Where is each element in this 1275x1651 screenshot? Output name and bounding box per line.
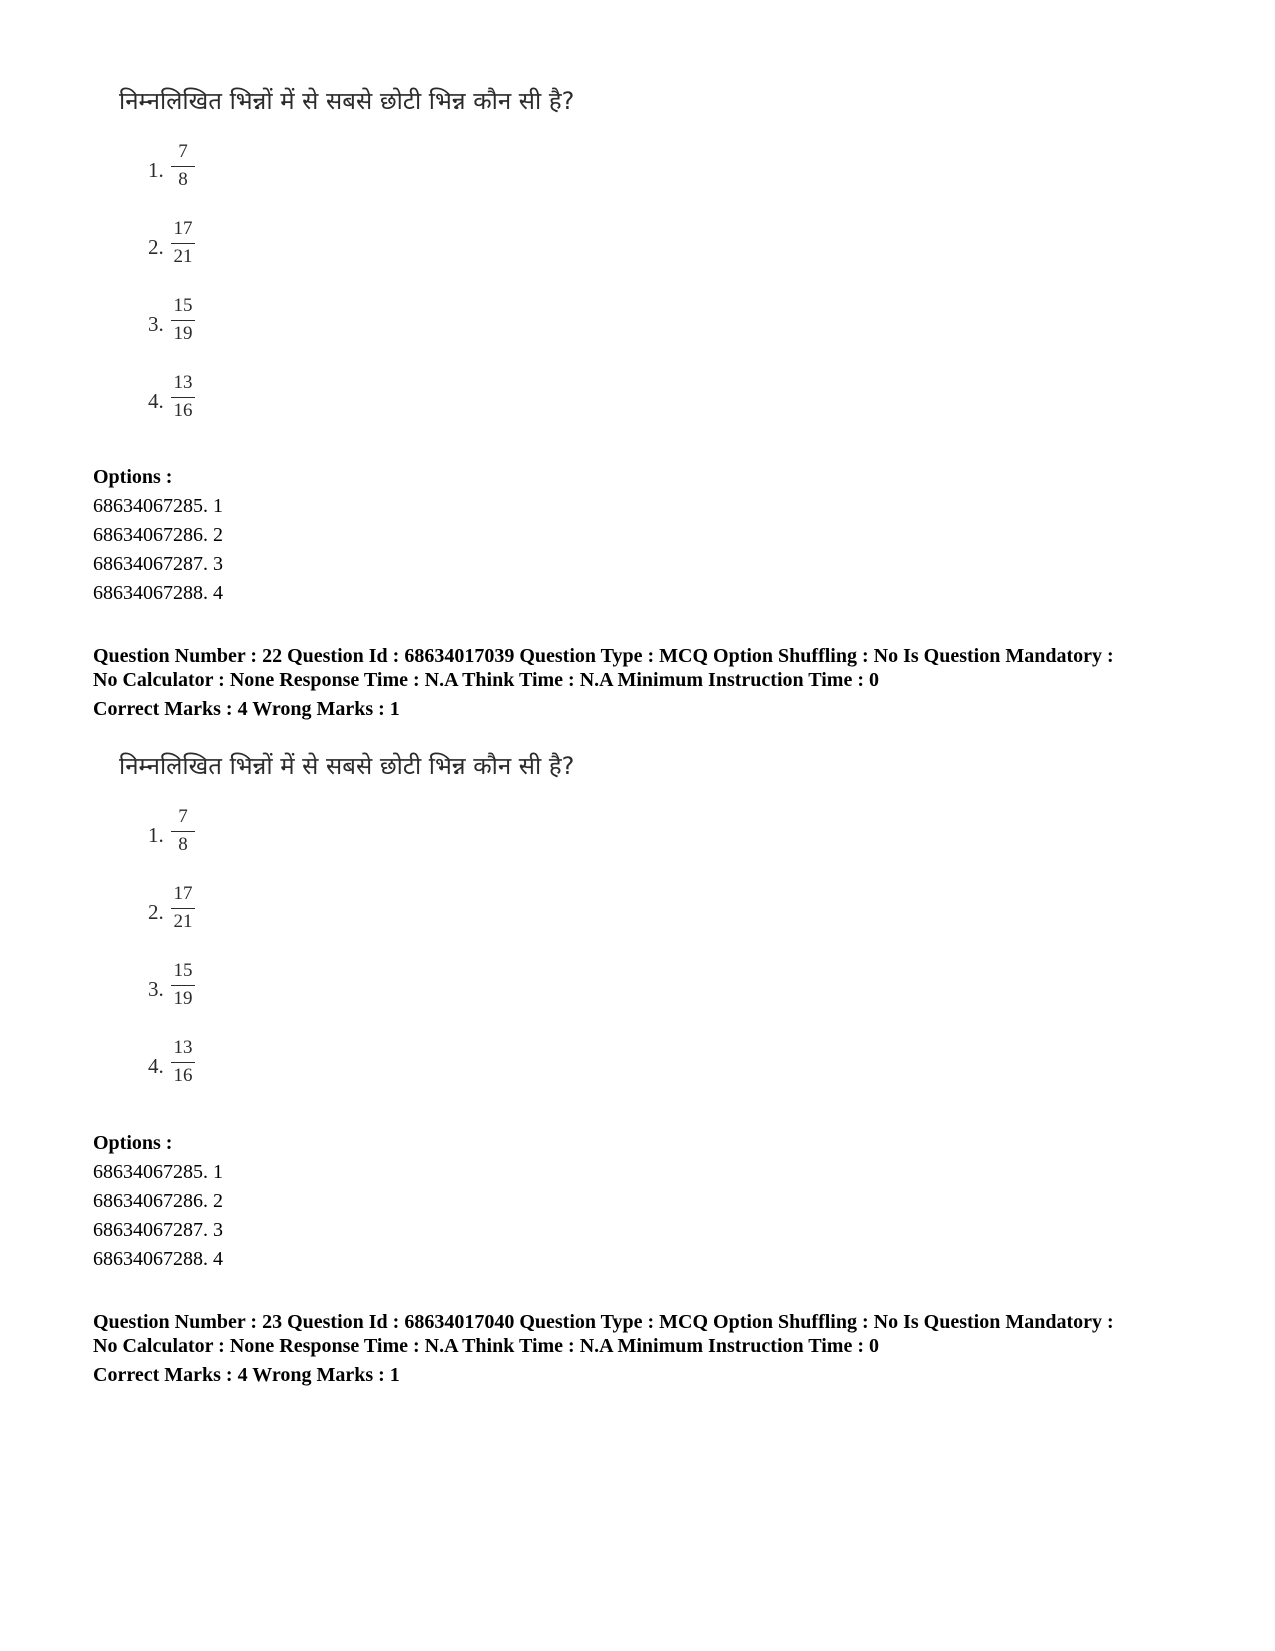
fraction bbox=[170, 217, 196, 272]
option-line: 68634067286. 2 bbox=[93, 524, 223, 546]
question-meta-line-1: Question Number : 22 Question Id : 68634017039 Question Type : MCQ Option Shuffling : No Is Question Mandatory : bbox=[93, 645, 1114, 667]
option-line: 68634067287. 3 bbox=[93, 553, 223, 575]
choice-1 bbox=[148, 805, 268, 867]
fraction-numerator: 15 bbox=[173, 960, 193, 981]
choice-number: 3. bbox=[148, 977, 164, 1001]
choice-2 bbox=[148, 882, 268, 944]
fraction bbox=[170, 371, 196, 426]
option-line: 68634067286. 2 bbox=[93, 1190, 223, 1212]
option-line: 68634067288. 4 bbox=[93, 1248, 223, 1270]
question-image-block-2 bbox=[0, 751, 700, 1111]
question-meta-line-1: Question Number : 23 Question Id : 68634017040 Question Type : MCQ Option Shuffling : No Is Question Mandatory : bbox=[93, 1311, 1114, 1333]
choice-4 bbox=[148, 1036, 268, 1098]
choice-number: 3. bbox=[148, 312, 164, 336]
fraction bbox=[170, 959, 196, 1014]
options-heading: Options : bbox=[93, 466, 173, 488]
options-heading: Options : bbox=[93, 1132, 173, 1154]
fraction-denominator: 16 bbox=[173, 400, 193, 421]
question-meta-line-2: No Calculator : None Response Time : N.A Think Time : N.A Minimum Instruction Time : 0 bbox=[93, 669, 879, 691]
choice-number: 2. bbox=[148, 900, 164, 924]
choice-1 bbox=[148, 140, 268, 202]
choice-3 bbox=[148, 959, 268, 1021]
option-line: 68634067285. 1 bbox=[93, 495, 223, 517]
fraction bbox=[170, 805, 196, 860]
fraction-numerator: 7 bbox=[178, 141, 188, 162]
fraction-denominator: 19 bbox=[173, 988, 193, 1009]
fraction-denominator: 8 bbox=[178, 169, 188, 190]
fraction-numerator: 13 bbox=[173, 1037, 193, 1058]
choice-number: 4. bbox=[148, 1054, 164, 1078]
fraction-numerator: 7 bbox=[178, 806, 188, 827]
choice-3 bbox=[148, 294, 268, 356]
fraction-numerator: 13 bbox=[173, 372, 193, 393]
choice-4 bbox=[148, 371, 268, 433]
question-marks: Correct Marks : 4 Wrong Marks : 1 bbox=[93, 698, 400, 720]
fraction-numerator: 17 bbox=[173, 218, 193, 239]
fraction-denominator: 21 bbox=[173, 911, 193, 932]
fraction-numerator: 15 bbox=[173, 295, 193, 316]
choice-number: 2. bbox=[148, 235, 164, 259]
option-line: 68634067285. 1 bbox=[93, 1161, 223, 1183]
question-image-block-1 bbox=[0, 86, 700, 446]
question-text: निम्नलिखित भिन्नों में से सबसे छोटी भिन्न कौन सी है? bbox=[119, 752, 575, 780]
option-line: 68634067287. 3 bbox=[93, 1219, 223, 1241]
question-marks: Correct Marks : 4 Wrong Marks : 1 bbox=[93, 1364, 400, 1386]
question-text: निम्नलिखित भिन्नों में से सबसे छोटी भिन्न कौन सी है? bbox=[119, 87, 575, 115]
choice-number: 4. bbox=[148, 389, 164, 413]
option-line: 68634067288. 4 bbox=[93, 582, 223, 604]
fraction-numerator: 17 bbox=[173, 883, 193, 904]
fraction bbox=[170, 1036, 196, 1091]
question-meta-line-2: No Calculator : None Response Time : N.A Think Time : N.A Minimum Instruction Time : 0 bbox=[93, 1335, 879, 1357]
fraction-denominator: 16 bbox=[173, 1065, 193, 1086]
choice-2 bbox=[148, 217, 268, 279]
choice-number: 1. bbox=[148, 823, 164, 847]
choice-number: 1. bbox=[148, 158, 164, 182]
fraction bbox=[170, 294, 196, 349]
fraction-denominator: 21 bbox=[173, 246, 193, 267]
fraction bbox=[170, 882, 196, 937]
fraction bbox=[170, 140, 196, 195]
fraction-denominator: 19 bbox=[173, 323, 193, 344]
fraction-denominator: 8 bbox=[178, 834, 188, 855]
